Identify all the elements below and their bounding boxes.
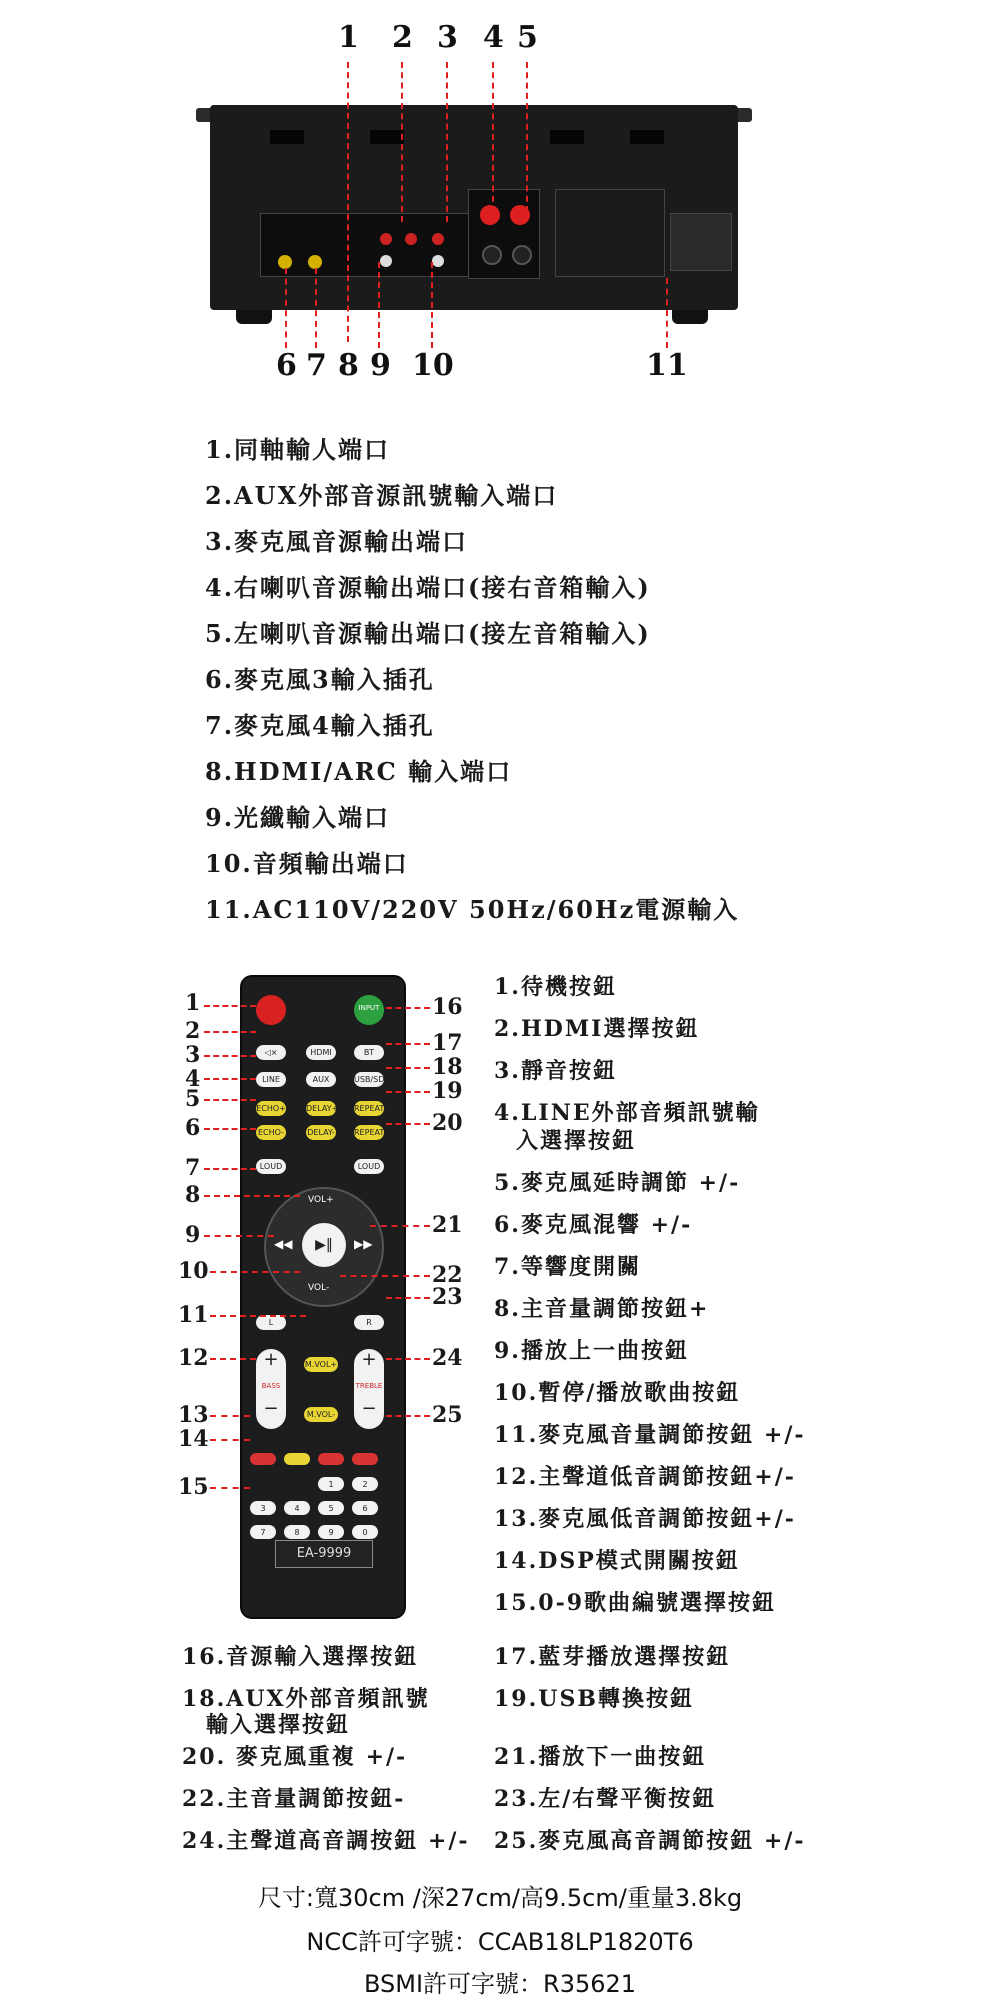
list-item: 7.等響度開關 <box>494 1254 641 1280</box>
remote-callout-24: 24 <box>432 1345 463 1371</box>
remote-control <box>240 975 406 1619</box>
list-item: 8.主音量調節按鈕+ <box>494 1296 710 1322</box>
leader-line <box>386 1043 430 1045</box>
line-button: LINE <box>256 1072 286 1087</box>
remote-callout-14: 14 <box>178 1426 209 1452</box>
play-pause-icon: ▶‖ <box>302 1223 346 1267</box>
callout-4: 4 <box>483 20 504 55</box>
dsp-mode-button <box>352 1453 378 1465</box>
leader-line <box>386 1358 430 1360</box>
remote-callout-6: 6 <box>185 1115 201 1141</box>
digit-button: 6 <box>352 1501 378 1515</box>
label-plate <box>555 189 665 277</box>
repeat-minus-button: REPEAT- <box>354 1125 384 1140</box>
list-item: 20. 麥克風重複 +/- <box>182 1744 408 1770</box>
remote-callout-9: 9 <box>185 1222 201 1248</box>
bass-label: BASS <box>261 1382 281 1390</box>
leader-line <box>347 62 349 342</box>
remote-callout-17: 17 <box>432 1030 463 1056</box>
leader-line <box>204 1031 256 1033</box>
callout-7: 7 <box>306 348 327 383</box>
list-item: 13.麥克風低音調節按鈕+/- <box>494 1506 796 1532</box>
bass-rocker <box>256 1349 286 1429</box>
callout-2: 2 <box>392 20 413 55</box>
previous-track-icon: ◀◀ <box>274 1237 293 1251</box>
list-item: 19.USB轉換按鈕 <box>494 1686 694 1712</box>
amplifier-foot <box>236 310 272 324</box>
aux-button: AUX <box>306 1072 336 1087</box>
loud-button: LOUD <box>256 1159 286 1174</box>
speaker-terminal <box>480 205 500 225</box>
list-item: 3.靜音按鈕 <box>494 1058 617 1084</box>
vent <box>370 130 404 144</box>
list-item: 2.HDMI選擇按鈕 <box>494 1016 700 1042</box>
leader-line <box>431 262 433 348</box>
repeat-plus-button: REPEAT+ <box>354 1101 384 1116</box>
treble-rocker <box>354 1349 384 1429</box>
callout-10: 10 <box>412 348 454 383</box>
callout-3: 3 <box>437 20 458 55</box>
speaker-terminal-panel <box>468 189 540 279</box>
navigation-ring <box>264 1187 384 1307</box>
remote-callout-3: 3 <box>185 1042 201 1068</box>
leader-line <box>386 1091 430 1093</box>
digit-button: 2 <box>352 1477 378 1491</box>
remote-callout-19: 19 <box>432 1078 463 1104</box>
amplifier-rear-panel <box>210 105 738 310</box>
remote-callout-10: 10 <box>178 1258 209 1284</box>
list-item: 9.光纖輸入端口 <box>205 803 391 832</box>
amplifier-foot <box>672 310 708 324</box>
leader-line <box>386 1007 430 1009</box>
loud-button: LOUD <box>354 1159 384 1174</box>
mic-jack <box>308 255 322 269</box>
leader-line <box>204 1078 256 1080</box>
list-item: 10.音頻輸出端口 <box>205 849 409 878</box>
list-item: 9.播放上一曲按鈕 <box>494 1338 689 1364</box>
echo-plus-button: ECHO+ <box>256 1101 286 1116</box>
remote-callout-21: 21 <box>432 1212 463 1238</box>
minus-icon: − <box>263 1398 279 1419</box>
remote-callout-18: 18 <box>432 1054 463 1080</box>
treble-label: TREBLE <box>355 1382 383 1390</box>
remote-callout-2: 2 <box>185 1018 201 1044</box>
input-jack-panel <box>260 213 474 277</box>
list-item: 15.0-9歌曲編號選擇按鈕 <box>494 1590 777 1616</box>
rca-jack <box>405 233 417 245</box>
leader-line <box>492 62 494 212</box>
leader-line <box>446 62 448 222</box>
vol-plus-label: VOL+ <box>308 1195 334 1205</box>
leader-line <box>210 1487 250 1489</box>
plus-icon: + <box>263 1349 279 1370</box>
mic-vol-minus-button: M.VOL- <box>304 1407 338 1422</box>
remote-callout-4: 4 <box>185 1066 201 1092</box>
digit-button: 7 <box>250 1525 276 1539</box>
leader-line <box>204 1128 256 1130</box>
mic-vol-plus-button: M.VOL+ <box>304 1357 338 1372</box>
list-item: 18.AUX外部音頻訊號 <box>182 1686 430 1712</box>
mic-jack <box>278 255 292 269</box>
list-item: 23.左/右聲平衡按鈕 <box>494 1786 717 1812</box>
leader-line <box>204 1099 256 1101</box>
speaker-terminal <box>482 245 502 265</box>
vent <box>630 130 664 144</box>
leader-line <box>204 1055 256 1057</box>
list-item: 輸入選擇按鈕 <box>206 1712 351 1738</box>
list-item: 6.麥克風混響 +/- <box>494 1212 693 1238</box>
bt-button: BT <box>354 1045 384 1060</box>
remote-callout-13: 13 <box>178 1402 209 1428</box>
list-item: 1.同軸輸人端口 <box>205 435 391 464</box>
list-item: 5.左喇叭音源輸出端口(接左音箱輸入) <box>205 619 651 648</box>
leader-line <box>210 1315 306 1317</box>
list-item: 7.麥克風4輸入插孔 <box>205 711 435 740</box>
spec-dimensions: 尺寸:寬30cm /深27cm/高9.5cm/重量3.8kg <box>257 1884 743 1912</box>
list-item: 1.待機按鈕 <box>494 974 617 1000</box>
list-item: 22.主音量調節按鈕- <box>182 1786 406 1812</box>
delay-plus-button: DELAY+ <box>306 1101 336 1116</box>
leader-line <box>386 1297 430 1299</box>
delay-minus-button: DELAY- <box>306 1125 336 1140</box>
callout-11: 11 <box>646 348 688 383</box>
leader-line <box>386 1123 430 1125</box>
remote-callout-11: 11 <box>178 1302 209 1328</box>
list-item: 17.藍芽播放選擇按鈕 <box>494 1644 731 1670</box>
digit-button: 1 <box>318 1477 344 1491</box>
leader-line <box>370 1225 430 1227</box>
dsp-mode-button <box>318 1453 344 1465</box>
list-item: 25.麥克風高音調節按鈕 +/- <box>494 1828 806 1854</box>
balance-right-button: R <box>354 1315 384 1330</box>
remote-model-label: EA-9999 <box>275 1540 373 1568</box>
remote-callout-25: 25 <box>432 1402 463 1428</box>
mute-icon: ◁× <box>256 1045 286 1060</box>
callout-9: 9 <box>370 348 391 383</box>
leader-line <box>204 1005 256 1007</box>
leader-line <box>210 1439 250 1441</box>
callout-1: 1 <box>338 20 359 55</box>
remote-callout-12: 12 <box>178 1345 209 1371</box>
leader-line <box>666 278 668 348</box>
list-item: 4.LINE外部音頻訊號輸 <box>494 1100 760 1126</box>
leader-line <box>401 62 403 222</box>
remote-callout-7: 7 <box>185 1155 201 1181</box>
list-item: 14.DSP模式開關按鈕 <box>494 1548 740 1574</box>
rca-jack <box>432 255 444 267</box>
remote-callout-20: 20 <box>432 1110 463 1136</box>
rca-jack <box>432 233 444 245</box>
list-item: 11.AC110V/220V 50Hz/60Hz電源輸入 <box>205 895 740 924</box>
dsp-mode-button <box>250 1453 276 1465</box>
power-socket-panel <box>670 213 732 271</box>
vent <box>270 130 304 144</box>
vent <box>550 130 584 144</box>
echo-minus-button: ECHO- <box>256 1125 286 1140</box>
list-item: 10.暫停/播放歌曲按鈕 <box>494 1380 741 1406</box>
callout-6: 6 <box>276 348 297 383</box>
digit-button: 9 <box>318 1525 344 1539</box>
list-item: 4.右喇叭音源輸出端口(接右音箱輸入) <box>205 573 651 602</box>
leader-line <box>204 1195 300 1197</box>
list-item: 5.麥克風延時調節 +/- <box>494 1170 741 1196</box>
leader-line <box>386 1067 430 1069</box>
digit-button: 4 <box>284 1501 310 1515</box>
power-icon <box>256 995 286 1025</box>
list-item: 3.麥克風音源輸出端口 <box>205 527 469 556</box>
list-item: 11.麥克風音量調節按鈕 +/- <box>494 1422 806 1448</box>
digit-button: 0 <box>352 1525 378 1539</box>
leader-line <box>315 268 317 348</box>
remote-callout-1: 1 <box>185 990 201 1016</box>
leader-line <box>340 1275 430 1277</box>
list-item: 6.麥克風3輸入插孔 <box>205 665 435 694</box>
remote-callout-23: 23 <box>432 1284 463 1310</box>
spec-ncc: NCC許可字號：CCAB18LP1820T6 <box>306 1928 694 1956</box>
leader-line <box>526 62 528 212</box>
list-item: 16.音源輸入選擇按鈕 <box>182 1644 419 1670</box>
leader-line <box>285 268 287 348</box>
list-item: 21.播放下一曲按鈕 <box>494 1744 707 1770</box>
leader-line <box>210 1415 250 1417</box>
plus-icon: + <box>361 1349 377 1370</box>
leader-line <box>204 1168 256 1170</box>
spec-bsmi: BSMI許可字號：R35621 <box>363 1970 637 1998</box>
remote-callout-8: 8 <box>185 1182 201 1208</box>
remote-callout-15: 15 <box>178 1474 209 1500</box>
rca-jack <box>380 233 392 245</box>
list-item: 8.HDMI/ARC 輸入端口 <box>205 757 513 786</box>
leader-line <box>204 1235 274 1237</box>
list-item: 12.主聲道低音調節按鈕+/- <box>494 1464 796 1490</box>
balance-left-button: L <box>256 1315 286 1330</box>
leader-line <box>386 1415 430 1417</box>
list-item: 24.主聲道高音調按鈕 +/- <box>182 1828 470 1854</box>
callout-5: 5 <box>517 20 538 55</box>
speaker-terminal <box>512 245 532 265</box>
leader-line <box>210 1271 300 1273</box>
digit-button: 8 <box>284 1525 310 1539</box>
remote-callout-22: 22 <box>432 1262 463 1288</box>
callout-8: 8 <box>338 348 359 383</box>
hdmi-button: HDMI <box>306 1045 336 1060</box>
digit-button: 3 <box>250 1501 276 1515</box>
leader-line <box>210 1358 256 1360</box>
input-label: INPUT <box>358 1004 380 1012</box>
list-item: 2.AUX外部音源訊號輸入端口 <box>205 481 559 510</box>
remote-callout-5: 5 <box>185 1086 201 1112</box>
rca-jack <box>380 255 392 267</box>
minus-icon: − <box>361 1398 377 1419</box>
dsp-mode-button <box>284 1453 310 1465</box>
input-button <box>354 995 384 1025</box>
leader-line <box>378 262 380 348</box>
list-item: 入選擇按鈕 <box>516 1128 637 1154</box>
digit-button: 5 <box>318 1501 344 1515</box>
usbsd-button: USB/SD <box>354 1072 384 1087</box>
remote-callout-16: 16 <box>432 994 463 1020</box>
vol-minus-label: VOL- <box>308 1283 330 1293</box>
next-track-icon: ▶▶ <box>354 1237 373 1251</box>
